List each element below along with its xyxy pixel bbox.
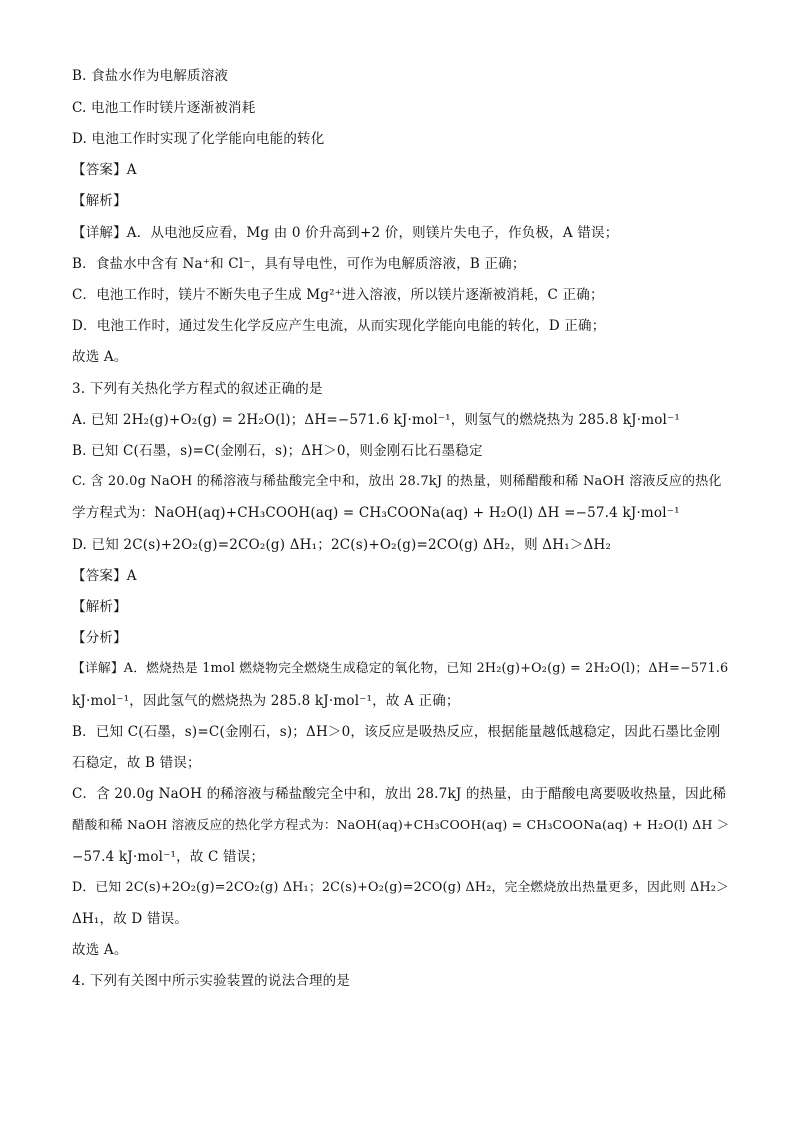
- explanation-line: 石稳定，故 B 错误；: [72, 755, 201, 771]
- explanation-line: 【详解】A．从电池反应看，Mg 由 0 价升高到+2 价，则镁片失电子，作负极，A 错误；: [72, 225, 619, 241]
- answer-label: 【答案】A: [72, 568, 137, 584]
- question-3-option-a: A. 已知 2H₂(g)+O₂(g) = 2H₂O(l)；ΔH=−571.6 kJ·mol⁻¹，则氢气的燃烧热为 285.8 kJ·mol⁻¹: [72, 412, 680, 428]
- analysis-label: 【解析】: [72, 193, 127, 209]
- option-b-line: B. 食盐水作为电解质溶液: [72, 68, 229, 84]
- option-c-line: C. 电池工作时镁片逐渐被消耗: [72, 100, 256, 116]
- explanation-line: kJ·mol⁻¹，因此氢气的燃烧热为 285.8 kJ·mol⁻¹，故 A 正确；: [72, 693, 460, 709]
- explanation-line: C．电池工作时，镁片不断失电子生成 Mg²⁺进入溶液，所以镁片逐渐被消耗，C 正确；: [72, 287, 604, 303]
- question-3-stem: 3. 下列有关热化学方程式的叙述正确的是: [72, 381, 323, 397]
- explanation-line: 【详解】A．燃烧热是 1mol 燃烧物完全燃烧生成稳定的氧化物，已知 2H₂(g)+O₂(g) = 2H₂O(l)；ΔH=−571.6: [72, 661, 729, 676]
- analysis-label: 【解析】: [72, 599, 127, 615]
- question-3-option-c: C. 含 20.0g NaOH 的稀溶液与稀盐酸完全中和，放出 28.7kJ 的热量，则稀醋酸和稀 NaOH 溶液反应的热化: [72, 474, 722, 489]
- explanation-line: B．食盐水中含有 Na⁺和 Cl⁻，具有导电性，可作为电解质溶液，B 正确；: [72, 256, 526, 272]
- answer-label: 【答案】A: [72, 162, 137, 178]
- analysis-sub-label: 【分析】: [72, 630, 127, 646]
- question-3-option-b: B. 已知 C(石墨，s)=C(金刚石，s)；ΔH＞0，则金刚石比石墨稳定: [72, 443, 483, 459]
- explanation-line: D．电池工作时，通过发生化学反应产生电流，从而实现化学能向电能的转化，D 正确；: [72, 318, 606, 334]
- question-3-option-c-cont: 学方程式为：NaOH(aq)+CH₃COOH(aq) = CH₃COONa(aq) + H₂O(l) ΔH =−57.4 kJ·mol⁻¹: [72, 505, 680, 521]
- conclusion-line: 故选 A。: [72, 942, 128, 958]
- question-3-option-d: D. 已知 2C(s)+2O₂(g)=2CO₂(g) ΔH₁；2C(s)+O₂(g)=2CO(g) ΔH₂，则 ΔH₁＞ΔH₂: [72, 537, 612, 553]
- explanation-line: B．已知 C(石墨，s)=C(金刚石，s)；ΔH＞0，该反应是吸热反应，根据能量越低越稳定，因此石墨比金刚: [72, 724, 721, 740]
- explanation-line: C．含 20.0g NaOH 的稀溶液与稀盐酸完全中和，放出 28.7kJ 的热量，由于醋酸电离要吸收热量，因此稀: [72, 786, 727, 802]
- explanation-line: D．已知 2C(s)+2O₂(g)=2CO₂(g) ΔH₁；2C(s)+O₂(g)=2CO(g) ΔH₂，完全燃烧放出热量更多，因此则 ΔH₂＞: [72, 880, 730, 895]
- explanation-line: 醋酸和稀 NaOH 溶液反应的热化学方程式为：NaOH(aq)+CH₃COOH(aq) = CH₃COONa(aq) + H₂O(l) ΔH ＞: [72, 817, 730, 832]
- explanation-line: ΔH₁，故 D 错误。: [72, 911, 189, 927]
- option-d-line: D. 电池工作时实现了化学能向电能的转化: [72, 131, 325, 147]
- conclusion-line: 故选 A。: [72, 349, 128, 365]
- explanation-line: −57.4 kJ·mol⁻¹，故 C 错误；: [72, 849, 265, 865]
- question-4-stem: 4. 下列有关图中所示实验装置的说法合理的是: [72, 973, 351, 989]
